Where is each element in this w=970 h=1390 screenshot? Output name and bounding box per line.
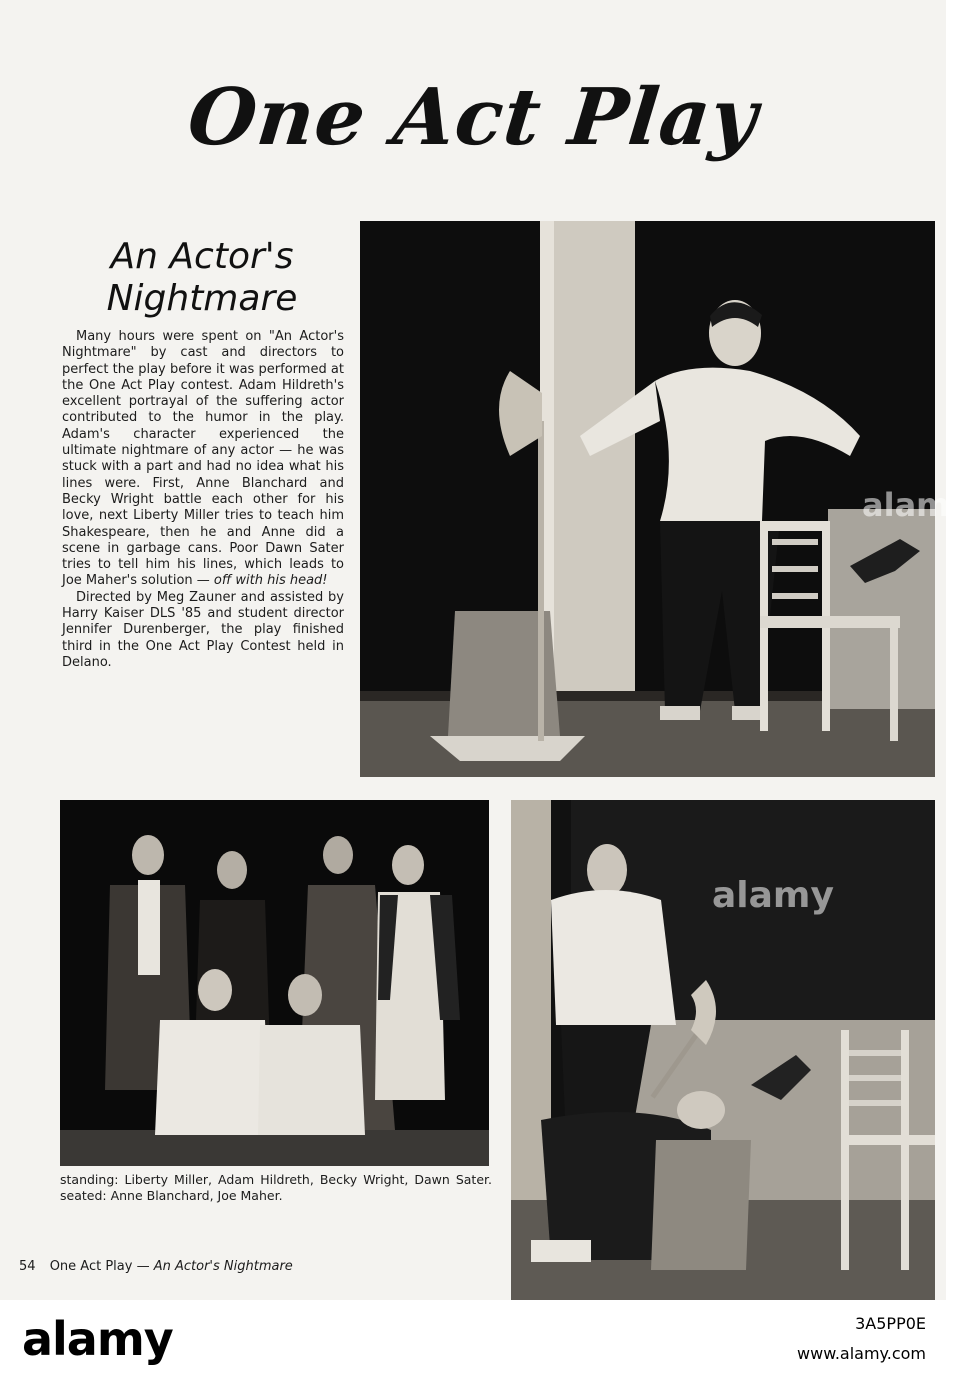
watermark-2: alamy <box>712 875 834 916</box>
folio-title: An Actor's Nightmare <box>153 1259 293 1274</box>
body-paragraph-2: Directed by Meg Zauner and assisted by Harry Kaiser DLS '85 and student director Jennifer Durenberger, the play finished third in the One Act Play Contest held in Delano. <box>62 589 344 670</box>
cast-group-photo <box>60 800 489 1166</box>
cast-group-illustration <box>60 800 489 1166</box>
page-masthead: One Act Play <box>183 72 763 163</box>
article-headline <box>62 236 342 320</box>
photo-caption: standing: Liberty Miller, Adam Hildreth, Becky Wright, Dawn Sater. seated: Anne Blanchard, Joe Maher. <box>60 1172 492 1203</box>
folio-section: One Act Play — <box>49 1259 150 1274</box>
page-folio <box>19 1259 293 1274</box>
article-body <box>62 329 344 671</box>
body-paragraph-1 <box>62 329 344 590</box>
watermark-1: alamy <box>862 486 970 524</box>
site-url: www.alamy.com <box>797 1344 926 1363</box>
headline-line-2: Nightmare <box>106 278 298 319</box>
body-paragraph-1-text: Many hours were spent on "An Actor's Nightmare" by cast and directors to perfect the play before it was performed at the One Act Play contest. Adam Hildreth's excellent portrayal of the suffering actor contributed to the humor in the play. Adam's character experienced the ultimate nightmare of any actor — he was stuck with a part and had no idea what his lines were. First, Anne Blanchard and Becky Wright battle each other for his love, next Liberty Miller tries to teach him Shakespeare, then he and Anne did a scene in garbage cans. Poor Dawn Sater tries to tell him his lines, which leads to Joe Maher's solution — <box>62 329 344 589</box>
stage-photo-actor-with-axe <box>360 221 935 777</box>
alamy-logo: alamy <box>22 1312 173 1366</box>
stock-footer-bar <box>0 1300 946 1390</box>
headline-line-1: An Actor's <box>110 236 294 277</box>
body-emphasis: off with his head! <box>209 573 328 589</box>
stage-photo-actor-illustration <box>360 221 935 777</box>
image-code: 3A5PP0E <box>855 1314 926 1333</box>
page-number: 54 <box>19 1259 36 1274</box>
